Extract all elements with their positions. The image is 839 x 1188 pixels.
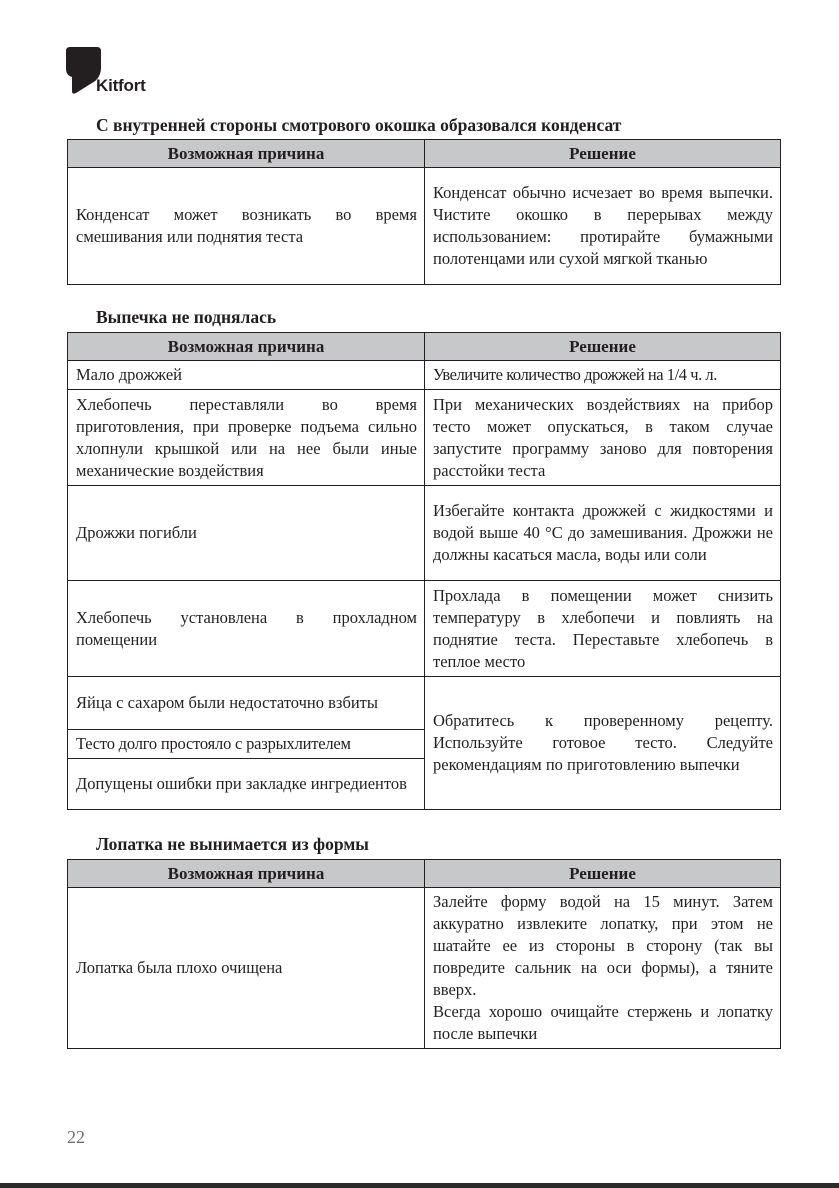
- cause-cell: Хлебопечь установлена в прохладном помещении: [68, 581, 425, 677]
- cause-cell: Тесто долго простояло с разрыхлителем: [68, 730, 425, 759]
- column-header-cause: Возможная причина: [68, 860, 425, 888]
- cause-cell: Лопатка была плохо очищена: [68, 888, 425, 1049]
- solution-cell: [425, 888, 781, 1049]
- table-row: [68, 168, 781, 285]
- column-header-solution: Решение: [425, 140, 781, 168]
- cause-cell: Хлебопечь переставляли во время приготовления, при проверке подъема сильно хлопнули крышкой или на нее были иные механические воздействия: [68, 390, 425, 486]
- solution-cell: Обратитесь к проверенному рецепту. Используйте готовое тесто. Следуйте рекомендациям по приготовлению выпечки: [425, 677, 781, 810]
- table-not-risen: [67, 332, 781, 810]
- section-title-paddle: Лопатка не вынимается из формы: [96, 834, 369, 854]
- bottom-rule: [0, 1183, 839, 1188]
- cause-cell: Яйца с сахаром были недостаточно взбиты: [68, 677, 425, 730]
- section-title-condensate: С внутренней стороны смотрового окошка образовался конденсат: [96, 115, 622, 135]
- column-header-solution: Решение: [425, 860, 781, 888]
- cause-cell: Дрожжи погибли: [68, 486, 425, 581]
- column-header-cause: Возможная причина: [68, 333, 425, 361]
- column-header-solution: Решение: [425, 333, 781, 361]
- cause-cell: Допущены ошибки при закладке ингредиентов: [68, 759, 425, 810]
- solution-cell: Конденсат обычно исчезает во время выпечки. Чистите окошко в перерывах между использованием: протирайте бумажными полотенцами или сухой мягкой тканью: [425, 168, 781, 285]
- table-row: [68, 361, 781, 390]
- solution-note: Всегда хорошо очищайте стержень и лопатку после выпечки: [433, 1002, 773, 1043]
- table-row: [68, 888, 781, 1049]
- table-condensate: [67, 139, 781, 285]
- solution-cell: При механических воздействиях на прибор тесто может опускаться, в таком случае запустите программу заново для повторения расстойки теста: [425, 390, 781, 486]
- cause-cell: Мало дрожжей: [68, 361, 425, 390]
- page-number: 22: [67, 1127, 85, 1147]
- table-row: [68, 581, 781, 677]
- solution-cell: Увеличите количество дрожжей на 1/4 ч. л.: [425, 361, 781, 390]
- brand-name: Kitfort: [96, 76, 146, 95]
- table-paddle: [67, 859, 781, 1049]
- table-row: [68, 677, 781, 730]
- table-row: [68, 486, 781, 581]
- cause-cell: Конденсат может возникать во время смешивания или поднятия теста: [68, 168, 425, 285]
- section-title-not-risen: Выпечка не поднялась: [96, 307, 277, 327]
- solution-text: Залейте форму водой на 15 минут. Затем аккуратно извлеките лопатку, при этом не шатайте ее из стороны в сторону (так вы повредите сальник на оси формы), а тяните вверх.: [433, 892, 773, 999]
- solution-cell: Избегайте контакта дрожжей с жидкостями и водой выше 40 °С до замешивания. Дрожжи не должны касаться масла, воды или соли: [425, 486, 781, 581]
- table-row: [68, 390, 781, 486]
- column-header-cause: Возможная причина: [68, 140, 425, 168]
- solution-cell: Прохлада в помещении может снизить температуру в хлебопечи и повлиять на поднятие теста. Переставьте хлебопечь в теплое место: [425, 581, 781, 677]
